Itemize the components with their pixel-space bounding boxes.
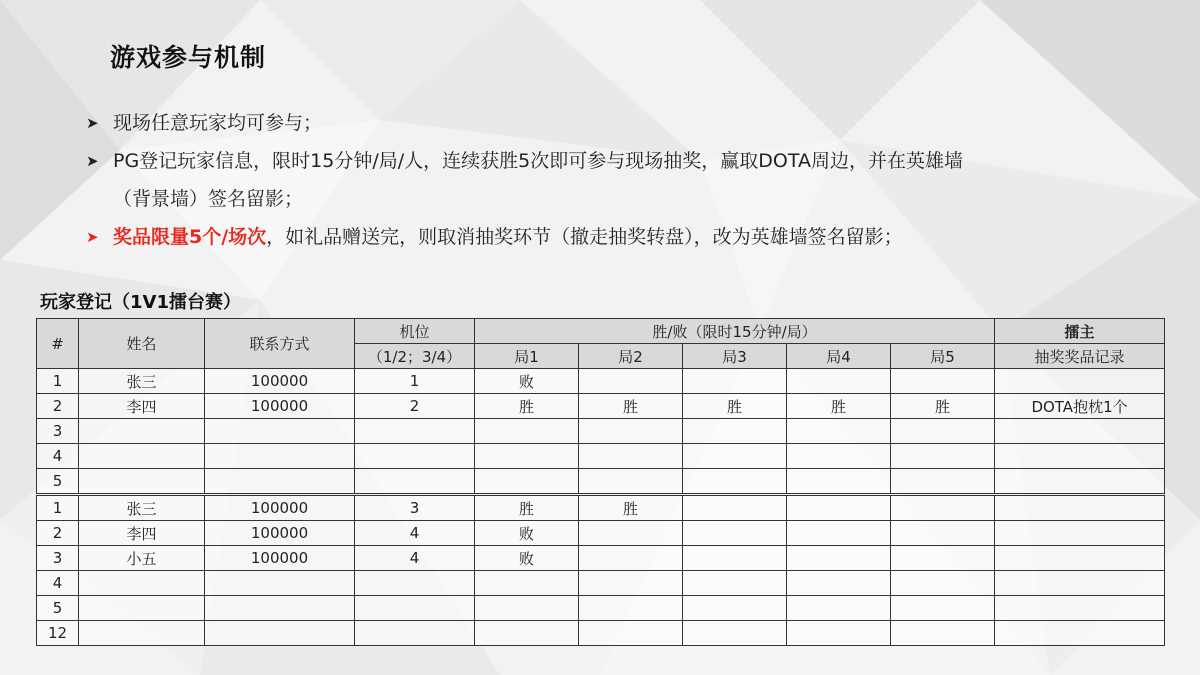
cell-name	[79, 596, 205, 621]
cell-round-3	[683, 469, 787, 495]
cell-prize	[995, 546, 1165, 571]
cell-name	[79, 621, 205, 646]
cell-round-1	[475, 419, 579, 444]
cell-round-3	[683, 596, 787, 621]
cell-round-4	[787, 621, 891, 646]
header-seat: 机位	[355, 319, 475, 344]
header-boss: 擂主	[995, 319, 1165, 344]
cell-round-5	[891, 369, 995, 394]
cell-num: 2	[37, 394, 79, 419]
table-row	[37, 571, 1165, 596]
cell-contact	[205, 444, 355, 469]
cell-contact: 100000	[205, 521, 355, 546]
cell-contact	[205, 469, 355, 495]
cell-contact	[205, 596, 355, 621]
cell-prize	[995, 571, 1165, 596]
cell-round-4: 胜	[787, 394, 891, 419]
cell-round-3	[683, 571, 787, 596]
cell-round-2: 胜	[579, 495, 683, 521]
cell-seat	[355, 469, 475, 495]
bullet-item	[86, 104, 1166, 142]
cell-num: 4	[37, 444, 79, 469]
cell-round-5	[891, 444, 995, 469]
cell-seat: 4	[355, 546, 475, 571]
cell-round-2	[579, 571, 683, 596]
cell-round-1	[475, 621, 579, 646]
header-round: 局2	[579, 344, 683, 369]
cell-name: 张三	[79, 495, 205, 521]
cell-seat	[355, 596, 475, 621]
cell-prize	[995, 419, 1165, 444]
header-seat-options: （1/2；3/4）	[355, 344, 475, 369]
bullet-item	[86, 142, 1166, 218]
cell-prize	[995, 521, 1165, 546]
cell-round-4	[787, 369, 891, 394]
cell-round-1	[475, 596, 579, 621]
cell-round-4	[787, 521, 891, 546]
arrow-bullet-icon: ➤	[86, 152, 99, 170]
cell-round-2	[579, 419, 683, 444]
cell-round-5	[891, 546, 995, 571]
cell-round-2	[579, 444, 683, 469]
cell-contact	[205, 419, 355, 444]
cell-round-3	[683, 369, 787, 394]
cell-name: 李四	[79, 394, 205, 419]
cell-round-1	[475, 444, 579, 469]
table-row	[37, 546, 1165, 571]
cell-round-2	[579, 469, 683, 495]
cell-name	[79, 469, 205, 495]
cell-round-3	[683, 419, 787, 444]
cell-seat: 1	[355, 369, 475, 394]
cell-round-1: 败	[475, 369, 579, 394]
bullet-text: 现场任意玩家均可参与；	[113, 112, 323, 134]
cell-prize	[995, 444, 1165, 469]
cell-round-1: 败	[475, 521, 579, 546]
cell-seat: 4	[355, 521, 475, 546]
cell-contact: 100000	[205, 546, 355, 571]
cell-name: 李四	[79, 521, 205, 546]
header-contact: 联系方式	[205, 319, 355, 369]
cell-contact	[205, 571, 355, 596]
cell-round-4	[787, 495, 891, 521]
cell-round-3: 胜	[683, 394, 787, 419]
header-round: 局4	[787, 344, 891, 369]
table-row	[37, 596, 1165, 621]
header-round: 局1	[475, 344, 579, 369]
cell-round-3	[683, 546, 787, 571]
header-result-group: 胜/败（限时15分钟/局）	[475, 319, 995, 344]
cell-num: 12	[37, 621, 79, 646]
cell-round-2	[579, 521, 683, 546]
cell-contact	[205, 621, 355, 646]
table-row	[37, 369, 1165, 394]
cell-round-2	[579, 621, 683, 646]
cell-seat	[355, 571, 475, 596]
cell-name: 小五	[79, 546, 205, 571]
cell-round-3	[683, 444, 787, 469]
cell-round-5	[891, 419, 995, 444]
bullet-text-continuation: （背景墙）签名留影；	[113, 188, 304, 210]
cell-round-4	[787, 571, 891, 596]
table-body	[37, 369, 1165, 646]
cell-round-5	[891, 571, 995, 596]
table-row	[37, 521, 1165, 546]
cell-round-3	[683, 621, 787, 646]
cell-round-2	[579, 369, 683, 394]
bullet-item	[86, 218, 1166, 256]
cell-num: 4	[37, 571, 79, 596]
cell-seat	[355, 444, 475, 469]
cell-round-2	[579, 546, 683, 571]
slide-title: 游戏参与机制	[110, 43, 267, 72]
cell-contact: 100000	[205, 495, 355, 521]
cell-num: 1	[37, 369, 79, 394]
cell-round-2	[579, 596, 683, 621]
cell-prize	[995, 621, 1165, 646]
cell-round-1	[475, 469, 579, 495]
header-num: #	[37, 319, 79, 369]
bullet-highlight: 奖品限量5个/场次	[113, 226, 267, 248]
cell-seat: 3	[355, 495, 475, 521]
cell-round-3	[683, 495, 787, 521]
cell-num: 1	[37, 495, 79, 521]
header-name: 姓名	[79, 319, 205, 369]
table-row	[37, 621, 1165, 646]
cell-seat: 2	[355, 394, 475, 419]
cell-prize	[995, 469, 1165, 495]
cell-round-1: 败	[475, 546, 579, 571]
cell-round-1: 胜	[475, 394, 579, 419]
cell-name	[79, 571, 205, 596]
cell-round-5	[891, 621, 995, 646]
cell-round-4	[787, 596, 891, 621]
cell-round-5	[891, 495, 995, 521]
cell-num: 5	[37, 596, 79, 621]
cell-round-1	[475, 571, 579, 596]
cell-prize	[995, 369, 1165, 394]
cell-round-4	[787, 546, 891, 571]
cell-num: 2	[37, 521, 79, 546]
cell-prize: DOTA抱枕1个	[995, 394, 1165, 419]
cell-round-5	[891, 521, 995, 546]
cell-round-5	[891, 596, 995, 621]
header-round: 局5	[891, 344, 995, 369]
cell-prize	[995, 495, 1165, 521]
table-title: 玩家登记（1V1擂台赛）	[40, 292, 241, 313]
cell-seat	[355, 419, 475, 444]
cell-round-4	[787, 419, 891, 444]
cell-round-2: 胜	[579, 394, 683, 419]
cell-name: 张三	[79, 369, 205, 394]
header-prize-record: 抽奖奖品记录	[995, 344, 1165, 369]
cell-num: 3	[37, 546, 79, 571]
cell-contact: 100000	[205, 394, 355, 419]
cell-num: 5	[37, 469, 79, 495]
cell-num: 3	[37, 419, 79, 444]
cell-name	[79, 419, 205, 444]
cell-name	[79, 444, 205, 469]
table-row	[37, 394, 1165, 419]
table-row	[37, 495, 1165, 521]
cell-round-4	[787, 444, 891, 469]
cell-prize	[995, 596, 1165, 621]
bullet-text: PG登记玩家信息，限时15分钟/局/人，连续获胜5次即可参与现场抽奖，赢取DOTA周边，并在英雄墙	[113, 150, 963, 172]
table-row	[37, 419, 1165, 444]
arrow-bullet-icon: ➤	[86, 114, 99, 132]
table-row	[37, 444, 1165, 469]
cell-seat	[355, 621, 475, 646]
cell-round-5	[891, 469, 995, 495]
player-registration-table	[36, 318, 1165, 646]
cell-round-4	[787, 469, 891, 495]
bullet-text: ，如礼品赠送完，则取消抽奖环节（撤走抽奖转盘），改为英雄墙签名留影；	[266, 226, 903, 248]
table-row	[37, 469, 1165, 495]
arrow-bullet-icon: ➤	[86, 228, 99, 246]
cell-round-1: 胜	[475, 495, 579, 521]
bullet-list	[86, 104, 1166, 256]
cell-round-5: 胜	[891, 394, 995, 419]
header-round: 局3	[683, 344, 787, 369]
cell-contact: 100000	[205, 369, 355, 394]
cell-round-3	[683, 521, 787, 546]
